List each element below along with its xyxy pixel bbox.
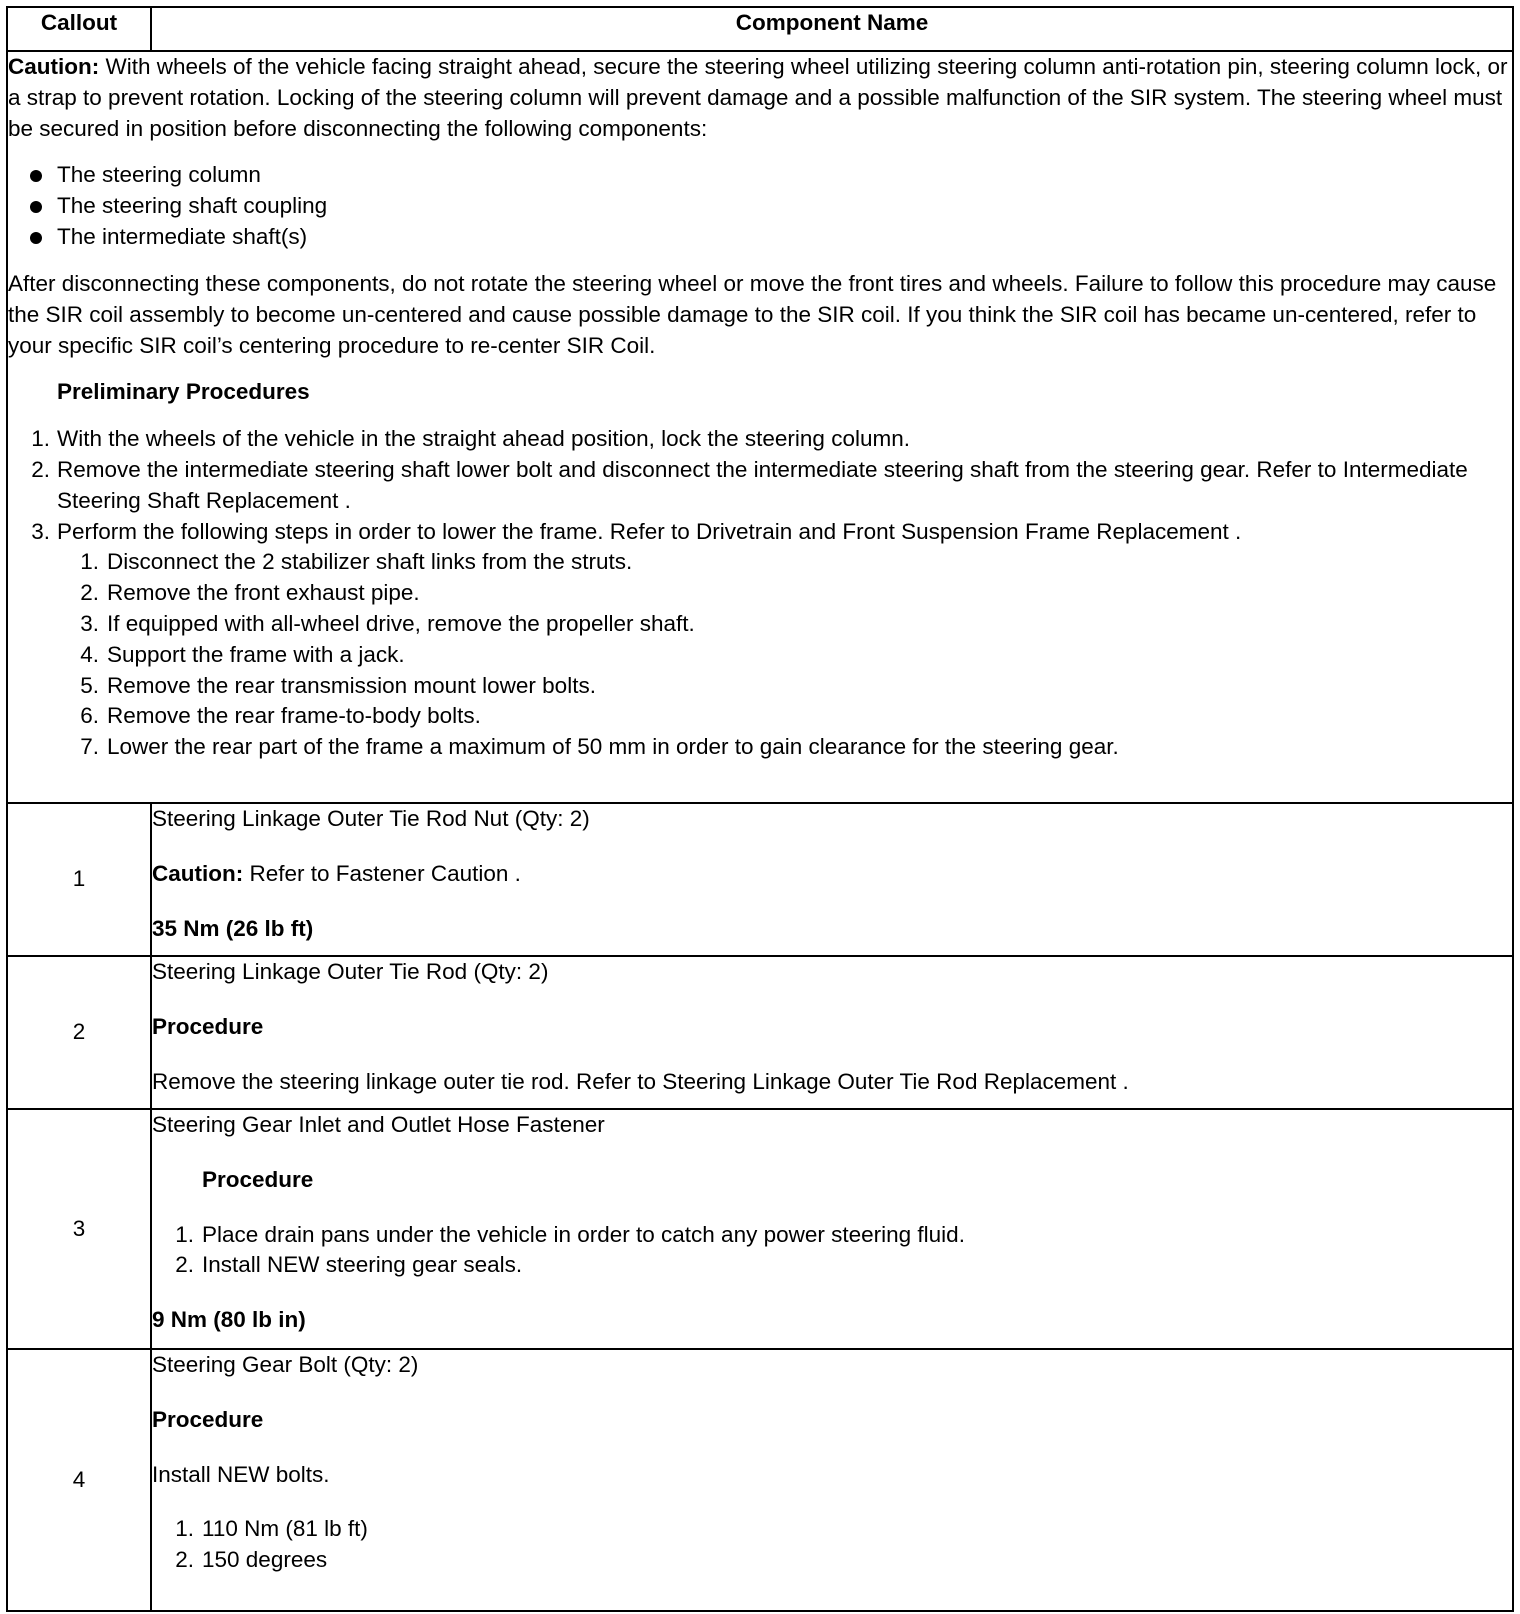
step-text: Remove the intermediate steering shaft lower bolt and disconnect the intermediate steering shaft from the steering gear. Refer to Intermediate Steering Shaft Replacement . [57, 456, 1468, 513]
caution-text: Refer to Fastener Caution . [243, 860, 521, 886]
step-number: 2. [175, 1252, 194, 1278]
component-cell [151, 1349, 1513, 1611]
procedure-text: Remove the steering linkage outer tie rod. Refer to Steering Linkage Outer Tie Rod Replacement . [152, 1068, 1129, 1094]
callout-number: 1 [7, 803, 151, 956]
callout-number: 3 [7, 1109, 151, 1349]
step-number: 5. [80, 672, 99, 698]
list-item [8, 424, 1512, 455]
lower-frame-substeps [57, 547, 1512, 763]
torque-value: 9 Nm (80 lb in) [152, 1307, 306, 1333]
component-cell [151, 803, 1513, 956]
component-caution [152, 859, 1512, 890]
step-text: 110 Nm (81 lb ft) [202, 1516, 368, 1542]
step-number: 3. [31, 518, 50, 544]
header-callout: Callout [7, 7, 151, 51]
table-row [7, 1349, 1513, 1611]
step-text: Lower the rear part of the frame a maximum of 50 mm in order to gain clearance for the steering gear. [107, 734, 1119, 760]
torque-spec [152, 914, 1512, 945]
component-name: Steering Gear Inlet and Outlet Hose Fastener [152, 1112, 605, 1137]
step-number: 3. [80, 611, 99, 636]
step-number: 2. [175, 1547, 194, 1573]
list-item [57, 609, 1512, 640]
step-text: Disconnect the 2 stabilizer shaft links from the struts. [107, 549, 633, 575]
step-number: 1. [175, 1221, 194, 1247]
preliminary-heading: Preliminary Procedures [57, 379, 310, 405]
torque-spec [152, 1305, 1512, 1336]
procedure-steps [152, 1220, 1512, 1282]
step-text: Support the frame with a jack. [107, 641, 405, 667]
component-name: Steering Gear Bolt (Qty: 2) [152, 1352, 419, 1377]
list-item: The steering column [8, 160, 1512, 191]
step-text: Install NEW steering gear seals. [202, 1252, 523, 1278]
list-item [8, 517, 1512, 764]
table-row [7, 956, 1513, 1109]
component-cell [151, 956, 1513, 1109]
step-text: 150 degrees [202, 1547, 328, 1573]
list-item [57, 578, 1512, 609]
callout-number: 2 [7, 956, 151, 1109]
list-item [57, 547, 1512, 578]
torque-steps [152, 1514, 1512, 1576]
caution-bullet-list [8, 160, 1512, 252]
step-text: With the wheels of the vehicle in the straight ahead position, lock the steering column. [57, 426, 910, 452]
step-text: Perform the following steps in order to lower the frame. Refer to Drivetrain and Front Suspension Frame Replacement . [57, 518, 1242, 544]
step-number: 6. [80, 703, 99, 729]
procedure-heading [152, 1405, 1512, 1436]
list-item [57, 640, 1512, 671]
table-row [7, 803, 1513, 956]
step-number: 7. [80, 734, 99, 760]
caution-label: Caution: [152, 860, 244, 886]
caution-block [7, 51, 1513, 803]
component-cell [151, 1109, 1513, 1349]
step-number: 4. [80, 641, 99, 667]
list-item: The steering shaft coupling [8, 191, 1512, 222]
list-item [8, 455, 1512, 517]
step-number: 1. [80, 549, 99, 575]
step-text: If equipped with all-wheel drive, remove the propeller shaft. [107, 611, 695, 636]
step-text: Remove the rear transmission mount lower bolts. [107, 672, 596, 698]
caution-paragraph [8, 52, 1512, 144]
component-name: Steering Linkage Outer Tie Rod (Qty: 2) [152, 959, 549, 984]
list-item [57, 701, 1512, 732]
step-number: 1. [175, 1516, 194, 1542]
procedure-heading [152, 1012, 1512, 1043]
component-table [6, 6, 1514, 1612]
step-number: 2. [80, 580, 99, 606]
list-item: The intermediate shaft(s) [8, 222, 1512, 253]
list-item [57, 732, 1512, 763]
component-name: Steering Linkage Outer Tie Rod Nut (Qty: 2) [152, 806, 590, 831]
list-item [57, 671, 1512, 702]
step-text: Remove the rear frame-to-body bolts. [107, 703, 481, 729]
step-text: Place drain pans under the vehicle in order to catch any power steering fluid. [202, 1221, 965, 1247]
preliminary-steps [8, 424, 1512, 763]
list-item [152, 1514, 1512, 1545]
procedure-label: Procedure [152, 1013, 264, 1039]
list-item [152, 1220, 1512, 1251]
step-number: 1. [31, 426, 50, 452]
header-component-name: Component Name [151, 7, 1513, 51]
step-number: 2. [31, 456, 50, 482]
caution-label: Caution: [8, 54, 100, 79]
step-text: Remove the front exhaust pipe. [107, 580, 420, 606]
procedure-label: Procedure [152, 1406, 264, 1432]
list-item [152, 1545, 1512, 1576]
caution-row [7, 51, 1513, 803]
torque-value: 35 Nm (26 lb ft) [152, 915, 314, 941]
list-item [152, 1250, 1512, 1281]
table-header-row [7, 7, 1513, 51]
caution-text: With wheels of the vehicle facing straight ahead, secure the steering wheel utilizing steering column anti-rotation pin, steering column lock, or a strap to prevent rotation. Locking of the steering column will prevent damage and a possible malfunction of the SIR system. The steering wheel must be secured in position before disconnecting the following components: [8, 54, 1508, 141]
procedure-heading: Procedure [202, 1166, 314, 1192]
callout-number: 4 [7, 1349, 151, 1611]
procedure-text: Install NEW bolts. [152, 1461, 330, 1487]
table-row [7, 1109, 1513, 1349]
caution-after-paragraph: After disconnecting these components, do not rotate the steering wheel or move the front tires and wheels. Failure to follow this procedure may cause the SIR coil assembly to become un-centered and cause possible damage to the SIR coil. If you think the SIR coil has became un-centered, refer to your specific SIR coil’s centering procedure to re-center SIR Coil. [8, 270, 1497, 358]
